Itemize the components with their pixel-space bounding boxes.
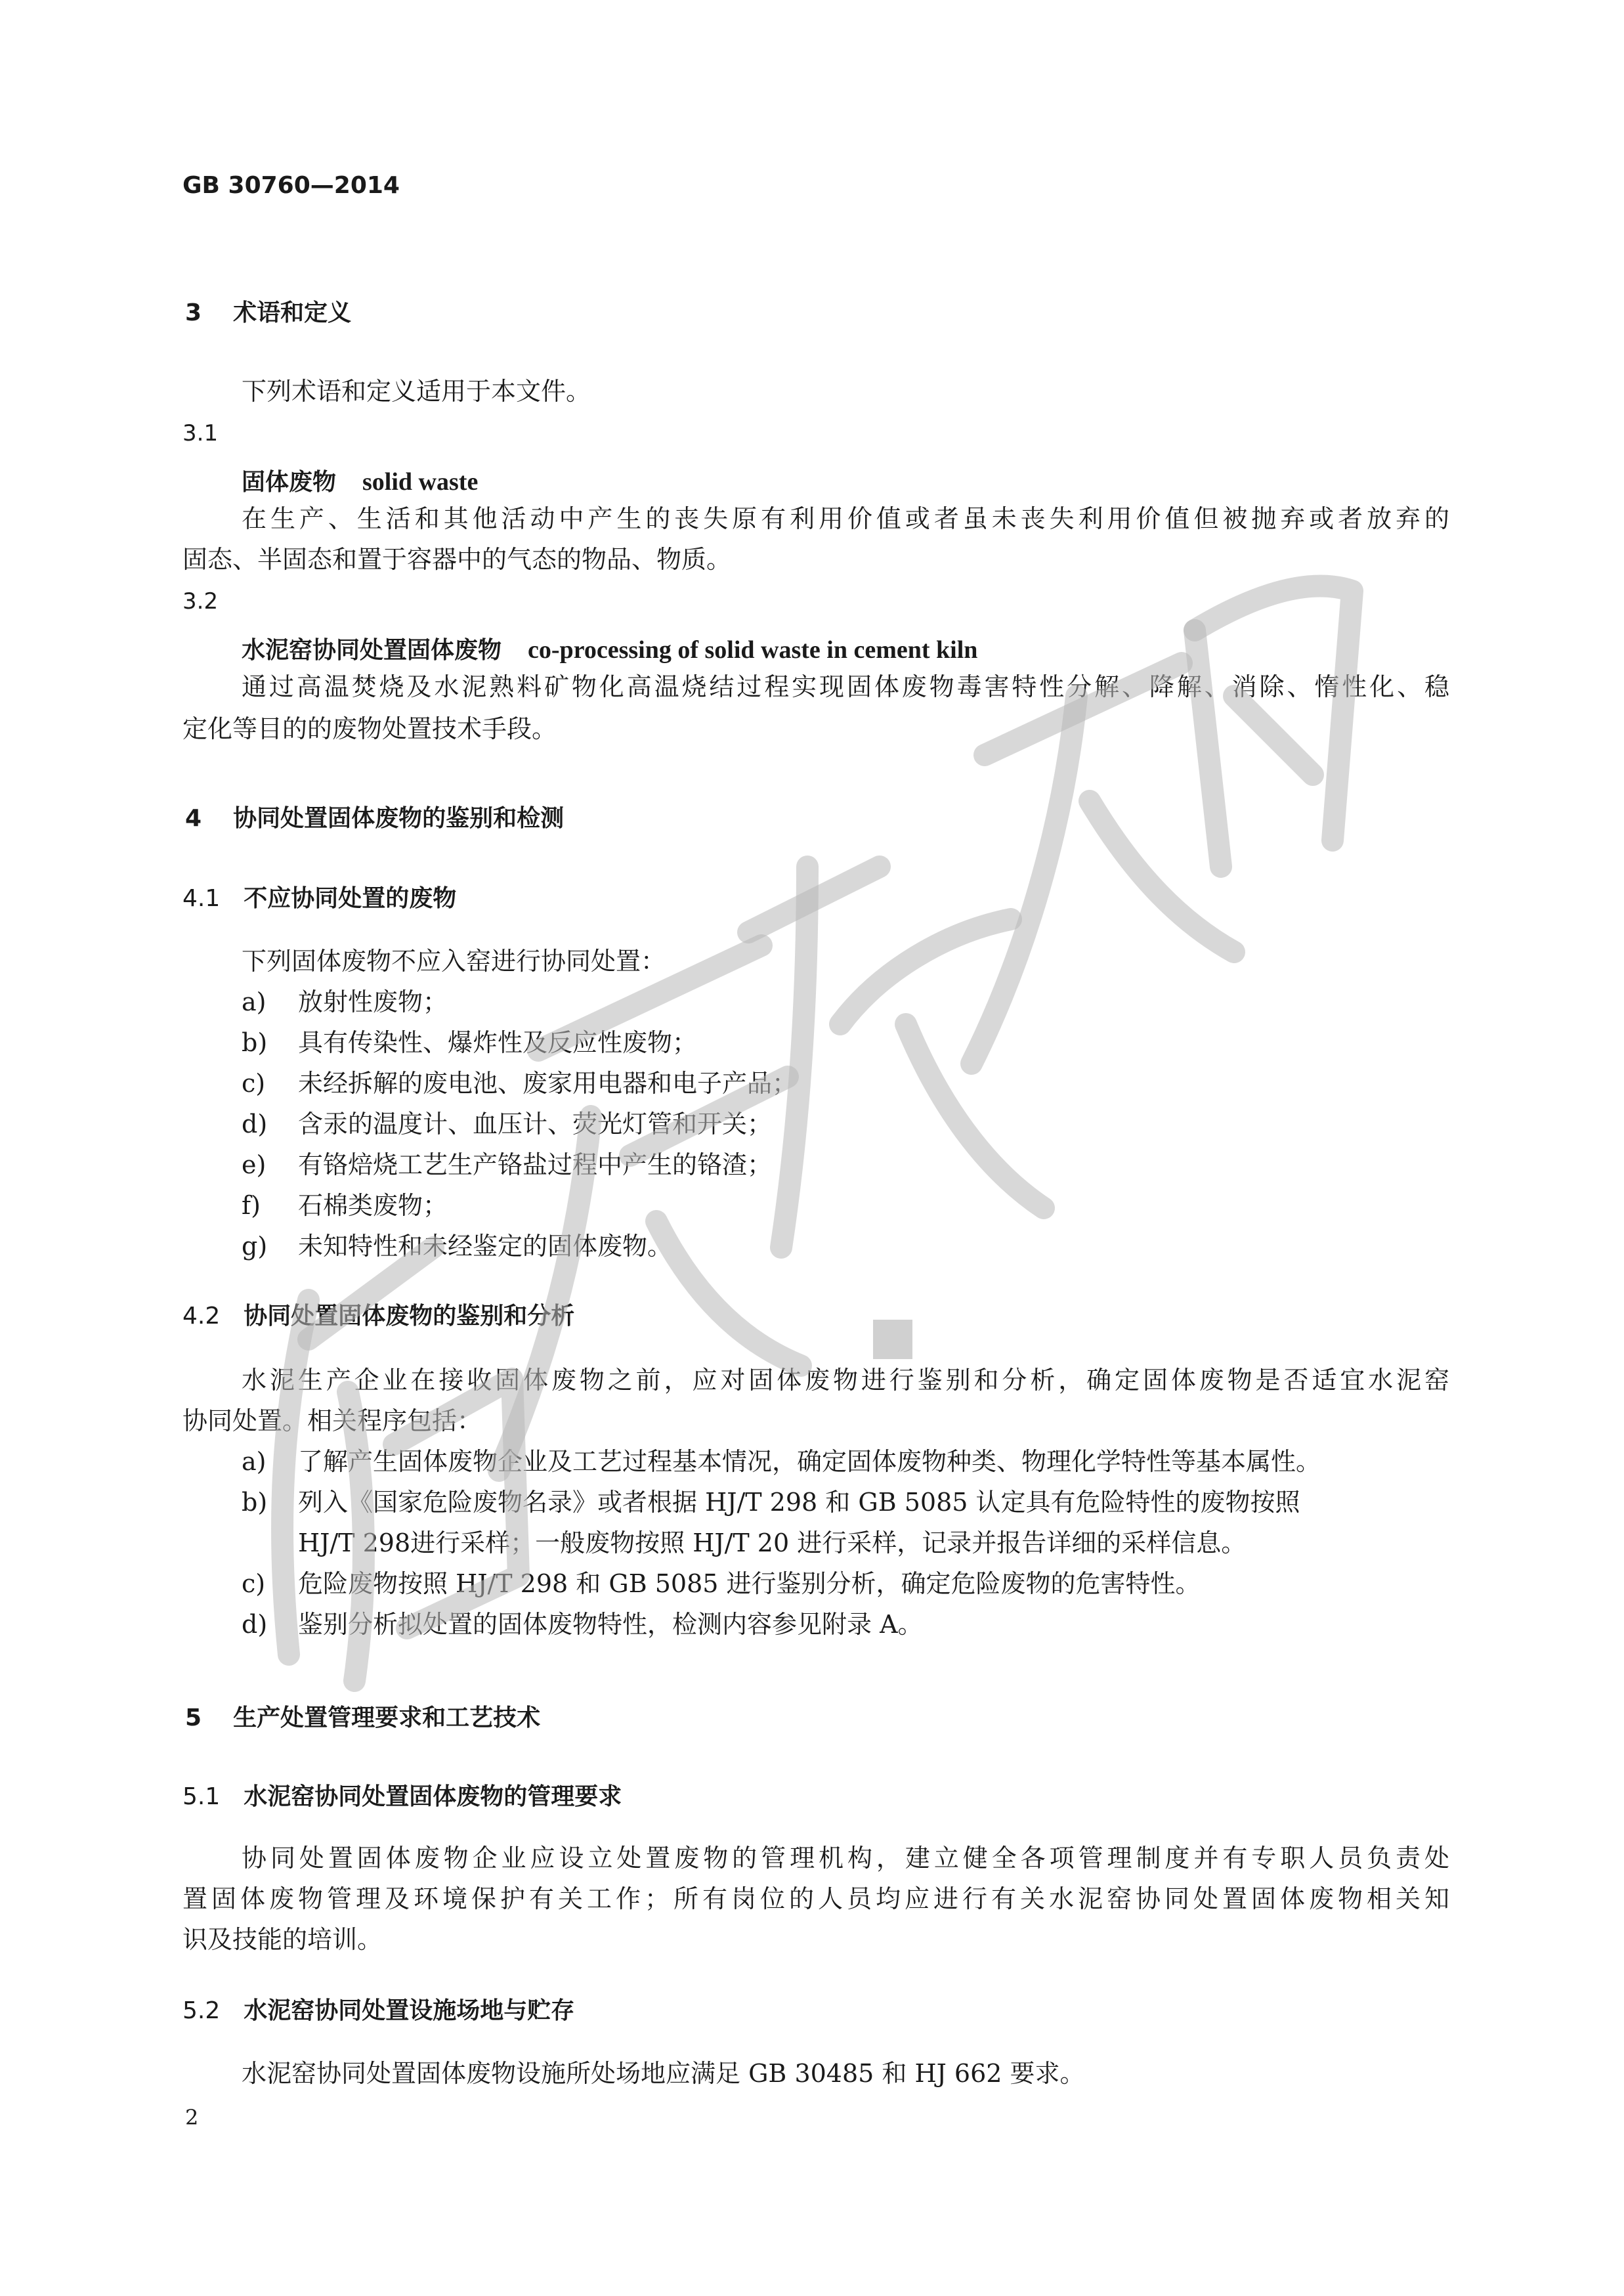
watermark-stroke [1195,586,1352,841]
list-item-label: c) [242,1069,266,1098]
section-5-number: 5 [185,1704,202,1731]
term-3-2-cn: 水泥窑协同处置固体废物 [242,637,502,664]
watermark-stroke [1090,801,1234,952]
watermark-stroke [1195,630,1221,867]
list-item-label: c) [242,1569,266,1598]
list-item-label: d) [242,1610,268,1639]
section-4-2-number: 4.2 [182,1303,221,1330]
list-item [242,1191,448,1221]
list-item [242,1150,772,1180]
watermark-stroke [748,867,880,932]
list-item [242,987,448,1018]
list-item-label: g) [242,1232,268,1261]
section-5-2-heading [182,1992,574,2025]
section-5-2-title: 水泥窑协同处置设施场地与贮存 [244,1997,575,2024]
list-item-label: b) [242,1028,268,1057]
list-item-text: 有铬焙烧工艺生产铬盐过程中产生的铬渣； [298,1150,773,1179]
list-item-text: 放射性废物； [298,987,448,1016]
section-5-1-title: 水泥窑协同处置固体废物的管理要求 [244,1783,622,1810]
section-4-number: 4 [185,805,202,832]
term-3-2-number: 3.2 [182,588,219,615]
list-item-text: 未经拆解的废电池、废家用电器和电子产品； [298,1069,798,1098]
list-item [242,1110,772,1140]
section-5-1-line1: 协同处置固体废物企业应设立处置废物的管理机构，建立健全各项管理制度并有专职人员负责处 [242,1844,1449,1873]
section-5-heading [185,1699,540,1733]
section-3-intro: 下列术语和定义适用于本文件。 [242,377,591,406]
list-item-continuation: HJ/T 298进行采样；一般废物按照 HJ/T 20 进行采样，记录并报告详细的采样信息。 [298,1528,1247,1557]
list-item [242,1610,923,1640]
watermark-stroke [781,867,807,1247]
list-item-label: d) [242,1110,268,1138]
term-3-1-number: 3.1 [182,420,219,446]
list-item-text: 鉴别分析拟处置的固体废物特性，检测内容参见附录 A。 [298,1610,923,1639]
section-3-number: 3 [185,299,202,326]
list-item-text: 未知特性和未经鉴定的固体废物。 [298,1232,673,1261]
section-5-1-number: 5.1 [182,1783,221,1810]
section-5-title: 生产处置管理要求和工艺技术 [233,1704,541,1731]
list-item-text: 具有传染性、爆炸性及反应性废物； [298,1028,698,1057]
section-4-1-heading [182,880,456,913]
list-item [242,1569,1201,1599]
list-item-label: b) [242,1488,268,1517]
list-item [242,1488,1449,1518]
list-item-label: a) [242,1447,267,1476]
section-5-1-heading [182,1778,622,1811]
section-4-2-intro-line2: 协同处置。相关程序包括： [182,1406,482,1435]
list-item-label: e) [242,1150,267,1179]
term-3-2-heading [242,632,977,665]
watermark-dot [873,1320,912,1359]
watermark-stroke [840,919,1011,1024]
section-5-2-line1: 水泥窑协同处置固体废物设施所处场地应满足 GB 30485 和 HJ 662 要求。 [242,2059,1085,2088]
list-item-label: f) [242,1191,261,1220]
list-item-text: 列入《国家危险废物名录》或者根据 HJ/T 298 和 GB 5085 认定具有危险特性的废物按照 [298,1488,1300,1517]
section-4-2-intro-line1: 水泥生产企业在接收固体废物之前，应对固体废物进行鉴别和分析，确定固体废物是否适宜水泥窑 [242,1366,1449,1395]
term-3-2-def-line2: 定化等目的的废物处置技术手段。 [182,714,557,743]
term-3-2-def-line1: 通过高温焚烧及水泥熟料矿物化高温烧结过程实现固体废物毒害特性分解、降解、消除、惰性化、稳 [242,672,1449,701]
list-item [242,1447,1321,1477]
watermark-stroke [906,1024,1044,1208]
term-3-1-en: solid waste [362,468,479,496]
section-5-1-line2: 置固体废物管理及环境保护有关工作；所有岗位的人员均应进行有关水泥窑协同处置固体废物相关知 [182,1884,1449,1913]
page-number: 2 [185,2105,199,2130]
document-code: GB 30760—2014 [182,172,400,199]
list-item-text: 含汞的温度计、血压计、荧光灯管和开关； [298,1110,773,1138]
term-3-1-def-line1: 在生产、生活和其他活动中产生的丧失原有利用价值或者虽未丧失利用价值但被抛弃或者放弃的 [242,504,1449,533]
watermark-stroke [282,1300,309,1655]
term-3-2-en: co-processing of solid waste in cement kiln [528,636,978,664]
section-4-1-intro: 下列固体废物不应入窑进行协同处置： [242,947,666,976]
list-item-text: 危险废物按照 HJ/T 298 和 GB 5085 进行鉴别分析，确定危险废物的危害特性。 [298,1569,1201,1598]
list-item-label: a) [242,987,267,1016]
list-item-text: 石棉类废物； [298,1191,448,1220]
section-4-2-title: 协同处置固体废物的鉴别和分析 [244,1303,575,1330]
list-item [242,1232,672,1262]
section-3-title: 术语和定义 [233,299,352,326]
term-3-1-def-line2: 固态、半固态和置于容器中的气态的物品、物质。 [182,545,732,574]
term-3-1-cn: 固体废物 [242,469,337,496]
term-3-1-heading [242,464,478,497]
section-4-heading [185,800,564,833]
list-item-text: 了解产生固体废物企业及工艺过程基本情况，确定固体废物种类、物理化学特性等基本属性。 [298,1447,1321,1476]
section-5-2-number: 5.2 [182,1997,221,2024]
section-5-1-line3: 识及技能的培训。 [182,1925,383,1954]
section-4-2-heading [182,1297,574,1331]
watermark-stroke [1234,696,1313,775]
section-4-1-number: 4.1 [182,885,221,912]
watermark-stroke [972,696,1077,1064]
section-4-title: 协同处置固体废物的鉴别和检测 [233,805,565,832]
list-item [242,1028,697,1058]
section-3-heading [185,294,351,328]
watermark-stroke [656,1221,801,1366]
list-item [242,1069,797,1099]
section-4-1-title: 不应协同处置的废物 [244,885,457,912]
